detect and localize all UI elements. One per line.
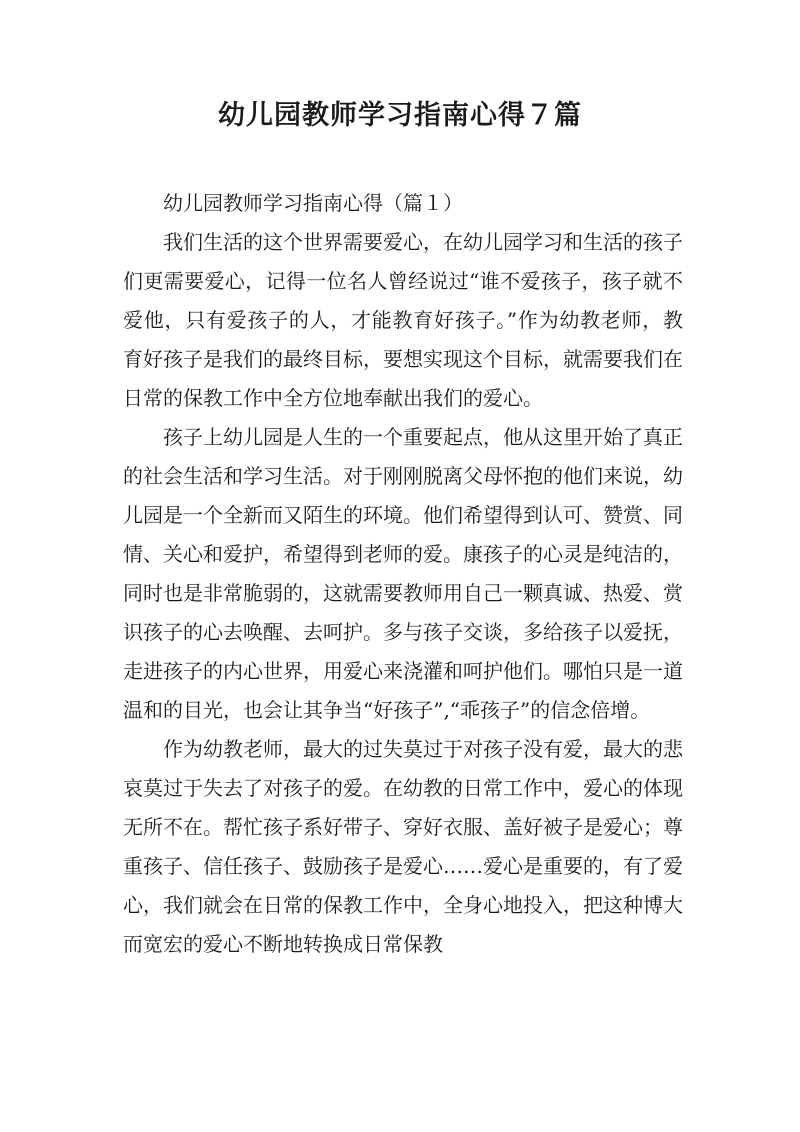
- paragraph-2: 孩子上幼儿园是人生的一个重要起点，他从这里开始了真正的社会生活和学习生活。对于刚刚脱离父母怀抱的他们来说，幼儿园是一个全新而又陌生的环境。他们希望得到认可、赞赏、同情、关心和爱护，希望得到老师的爱。康孩子的心灵是纯洁的，同时也是非常脆弱的，这就需要教师用自己一颗真诚、热爱、赏识孩子的心去唤醒、去呵护。多与孩子交谈，多给孩子以爱抚，走进孩子的内心世界，用爱心来浇灌和呵护他们。哪怕只是一道温和的目光，也会让其争当“好孩子”,“乖孩子”的信念倍增。: [123, 425, 683, 722]
- section-heading: 幼儿园教师学习指南心得（篇１）: [163, 191, 463, 215]
- document-body: [123, 184, 683, 964]
- paragraph-3: 作为幼教老师，最大的过失莫过于对孩子没有爱，最大的悲哀莫过于失去了对孩子的爱。在幼教的日常工作中，爱心的体现无所不在。帮忙孩子系好带子、穿好衣服、盖好被子是爱心；尊重孩子、信任孩子、鼓励孩子是爱心……爱心是重要的，有了爱心，我们就会在日常的保教工作中，全身心地投入，把这种博大而宽宏的爱心不断地转换成日常保教: [123, 737, 683, 956]
- paragraph-1: 我们生活的这个世界需要爱心，在幼儿园学习和生活的孩子们更需要爱心，记得一位名人曾经说过“谁不爱孩子，孩子就不爱他，只有爱孩子的人，才能教育好孩子。”作为幼教老师，教育好孩子是我们的最终目标，要想实现这个目标，就需要我们在日常的保教工作中全方位地奉献出我们的爱心。: [123, 230, 683, 410]
- document-title: 幼儿园教师学习指南心得７篇: [218, 100, 582, 131]
